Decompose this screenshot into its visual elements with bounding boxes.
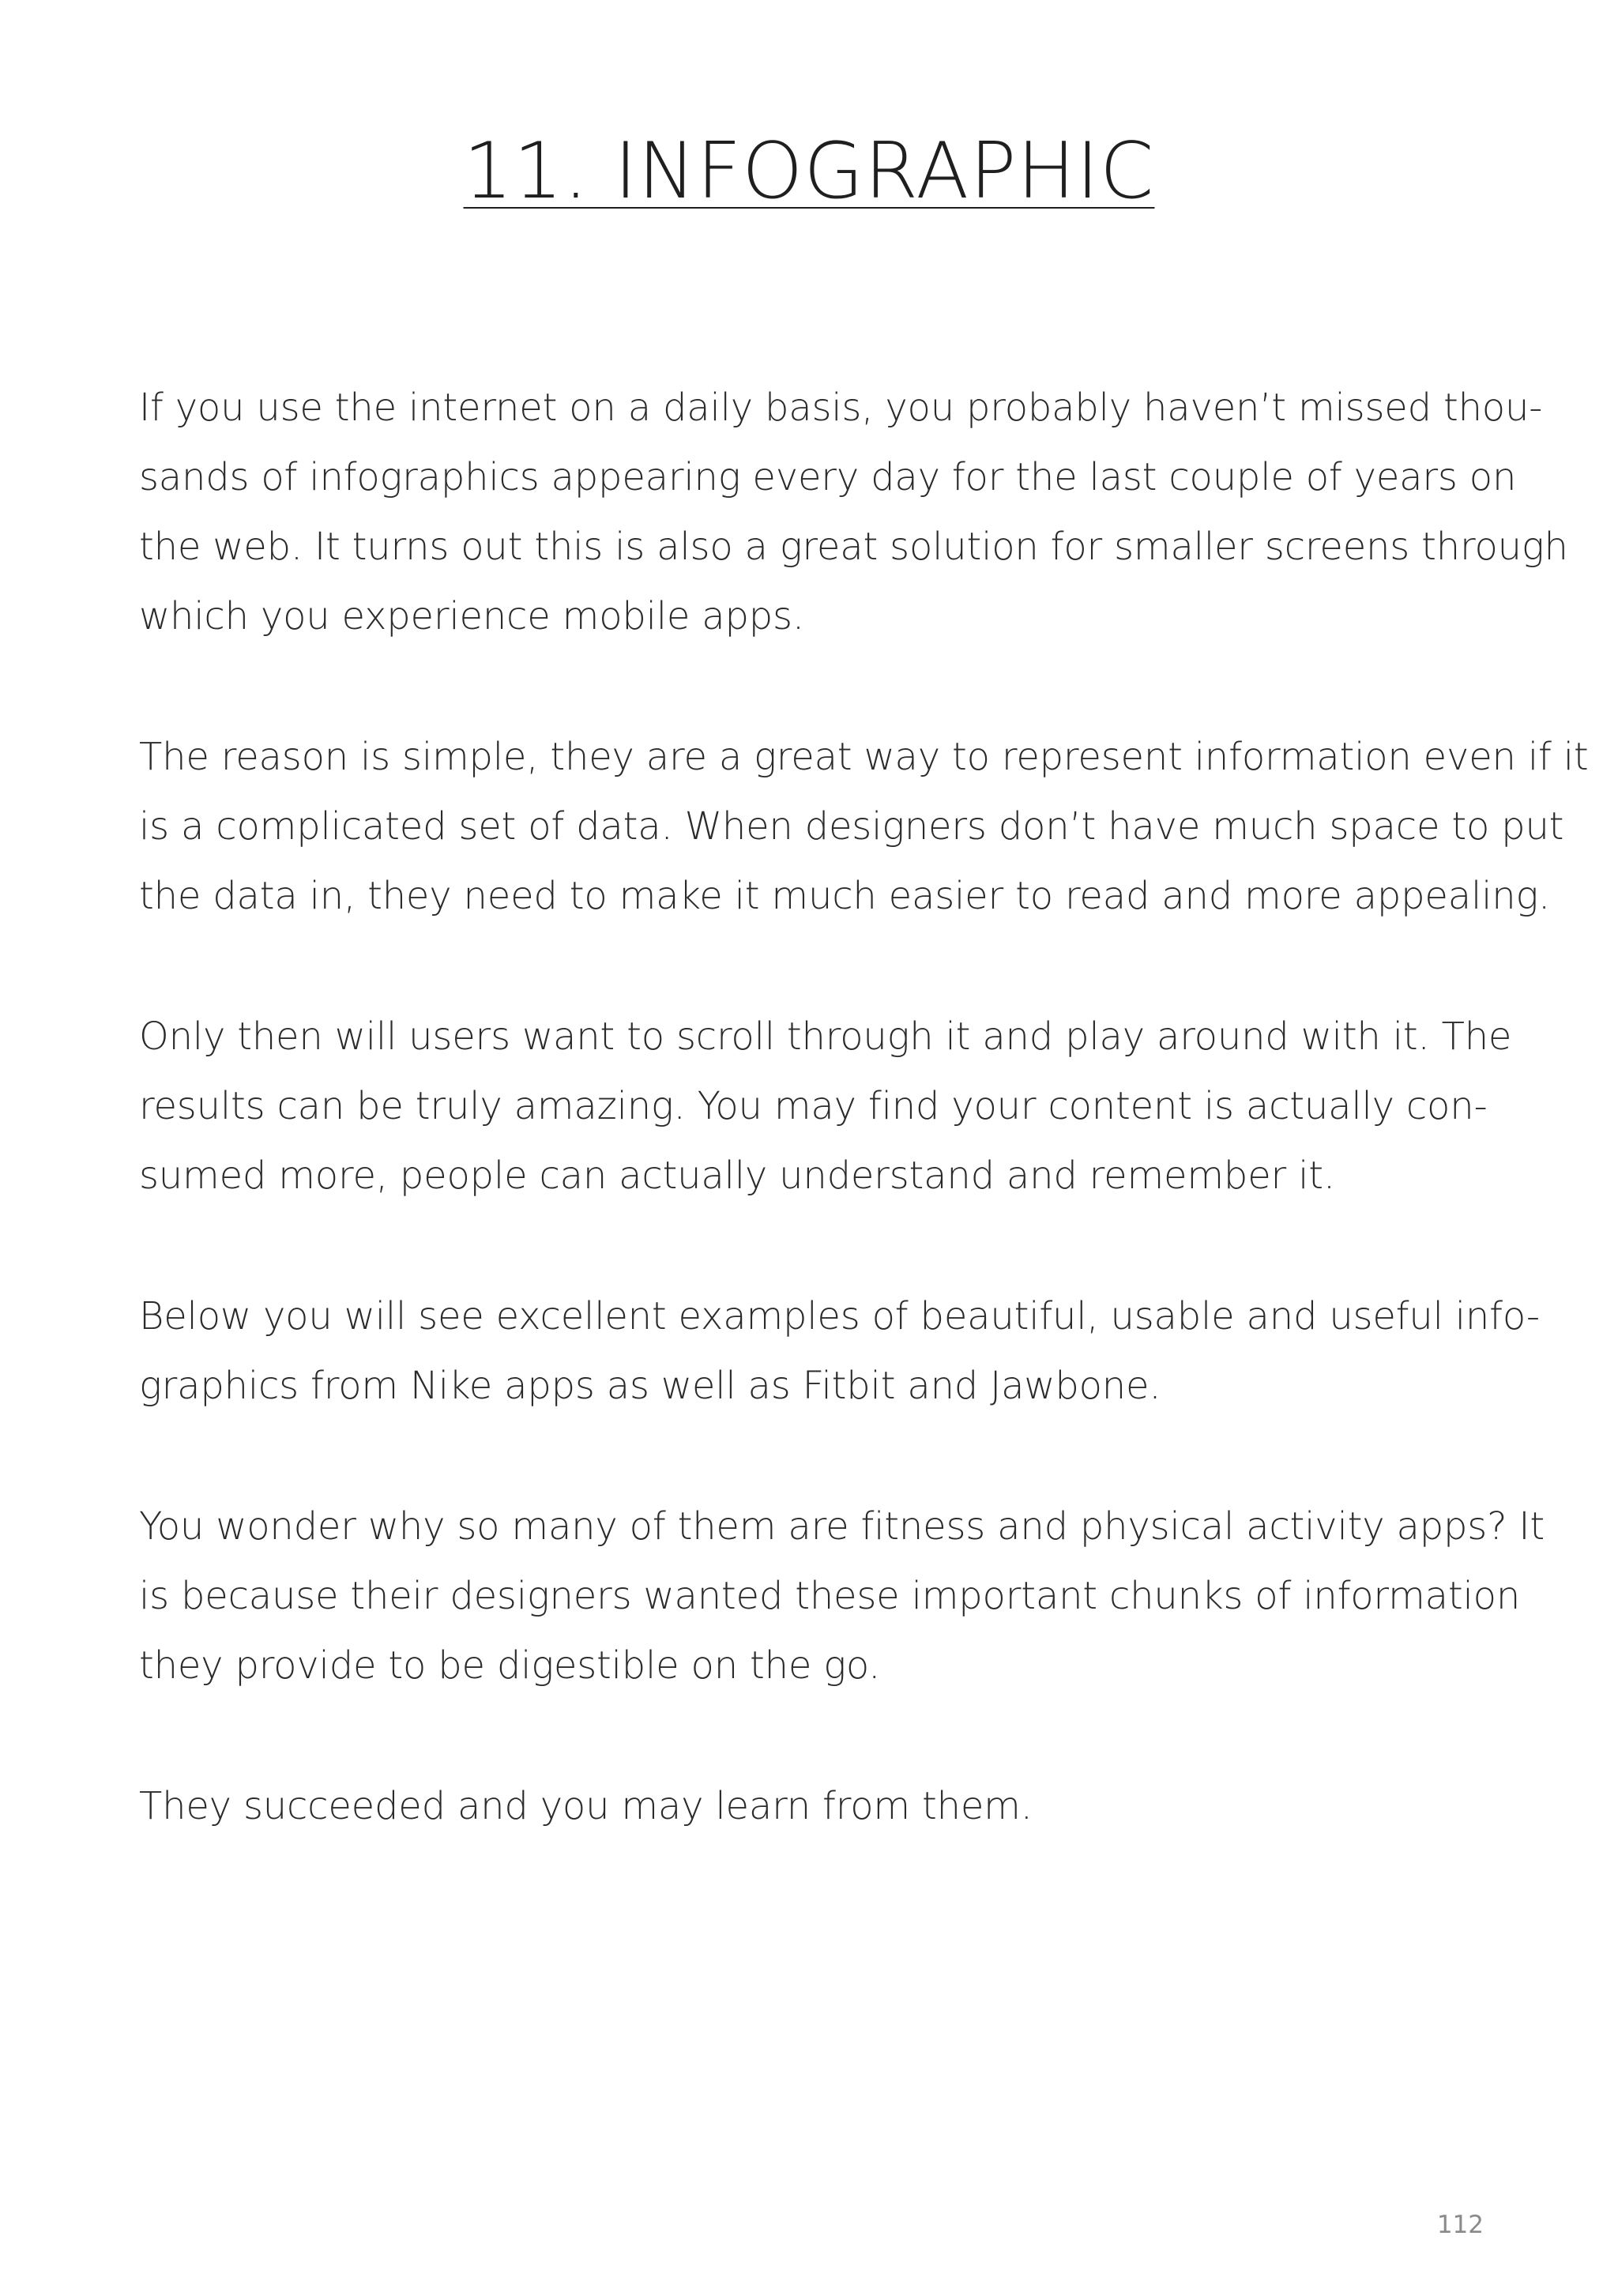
paragraph-4	[139, 1282, 1541, 1421]
paragraph-1-line-4: which you experience mobile apps.	[139, 594, 804, 638]
paragraph-6	[139, 1771, 1498, 1841]
paragraph-3	[139, 1002, 1512, 1210]
paragraph-3-line-1: Only then will users want to scroll through it and play around with it. The	[139, 1014, 1512, 1059]
page-number: 112	[1436, 2211, 1484, 2239]
paragraph-2	[139, 722, 1589, 931]
paragraph-2-line-3: the data in, they need to make it much easier to read and more appealing.	[139, 874, 1551, 918]
paragraph-2-line-2: is a complicated set of data. When designers don’t have much space to put	[139, 804, 1564, 849]
paragraph-1-line-2: sands of infographics appearing every day for the last couple of years on	[139, 455, 1517, 499]
paragraph-5	[139, 1492, 1545, 1700]
paragraph-5-line-2: is because their designers wanted these important chunks of information	[139, 1574, 1521, 1618]
paragraph-3-line-3: sumed more, people can actually understand and remember it.	[139, 1154, 1335, 1198]
paragraph-1	[139, 373, 1568, 651]
page-title: 11. INFOGRAPHIC	[463, 126, 1155, 216]
paragraph-2-line-1: The reason is simple, they are a great way to represent information even if it	[139, 735, 1589, 779]
paragraph-3-line-2: results can be truly amazing. You may find your content is actually con-	[139, 1084, 1488, 1128]
body-text	[139, 373, 1589, 1912]
paragraph-5-line-1: You wonder why so many of them are fitness and physical activity apps? It	[139, 1504, 1545, 1549]
paragraph-4-line-1: Below you will see excellent examples of beautiful, usable and useful info-	[139, 1294, 1541, 1338]
title-container	[0, 126, 1618, 216]
paragraph-5-line-3: they provide to be digestible on the go.	[139, 1643, 881, 1688]
paragraph-6-line-1: They succeeded and you may learn from them.	[139, 1784, 1033, 1828]
paragraph-1-line-1: If you use the internet on a daily basis, you probably haven’t missed thou-	[139, 386, 1543, 430]
paragraph-1-line-3: the web. It turns out this is also a great solution for smaller screens through	[139, 525, 1568, 569]
paragraph-4-line-2: graphics from Nike apps as well as Fitbit and Jawbone.	[139, 1364, 1161, 1408]
